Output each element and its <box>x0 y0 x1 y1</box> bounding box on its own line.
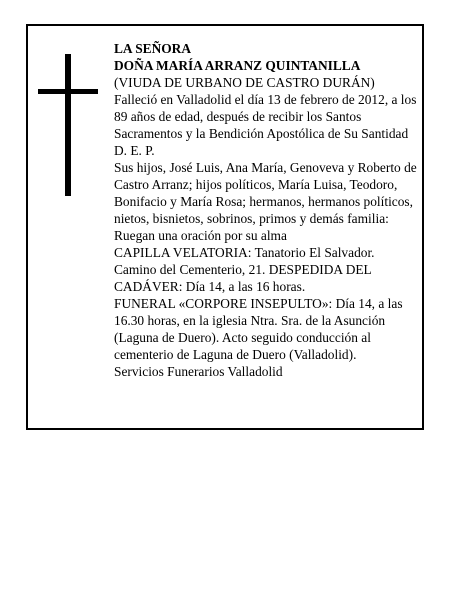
cross-vertical-bar <box>65 54 71 196</box>
widow-line: (VIUDA DE URBANO DE CASTRO DURÁN) <box>114 75 375 90</box>
rip-text: D. E. P. <box>114 143 155 158</box>
funeral-text: FUNERAL «CORPORE INSEPULTO»: Día 14, a las 16.30 horas, en la iglesia Ntra. Sra. de la Asunción (Laguna de Duero). Acto seguido conducción al cementerio de Laguna de Duero (Valladolid). <box>114 296 403 362</box>
prayer-request: Ruegan una oración por su alma <box>114 228 287 243</box>
services-text: Servicios Funerarios Valladolid <box>114 364 283 379</box>
cross-icon <box>38 54 98 196</box>
cross-horizontal-bar <box>38 89 98 94</box>
deceased-name: DOÑA MARÍA ARRANZ QUINTANILLA <box>114 58 361 73</box>
obituary-text <box>114 40 418 380</box>
death-text: Falleció en Valladolid el día 13 de febrero de 2012, a los 89 años de edad, después de recibir los Santos Sacramentos y la Bendición Apostólica de Su Santidad <box>114 92 417 141</box>
family-text: Sus hijos, José Luis, Ana María, Genoveva y Roberto de Castro Arranz; hijos políticos, María Luisa, Teodoro, Bonifacio y María Rosa; hermanos, hermanos políticos, nietos, bisnietos, sobrinos, primos y demás familia: <box>114 160 417 226</box>
chapel-text: CAPILLA VELATORIA: Tanatorio El Salvador. Camino del Cementerio, 21. DESPEDIDA DEL CADÁVER: Día 14, a las 16 horas. <box>114 245 375 294</box>
heading: LA SEÑORA <box>114 41 192 56</box>
